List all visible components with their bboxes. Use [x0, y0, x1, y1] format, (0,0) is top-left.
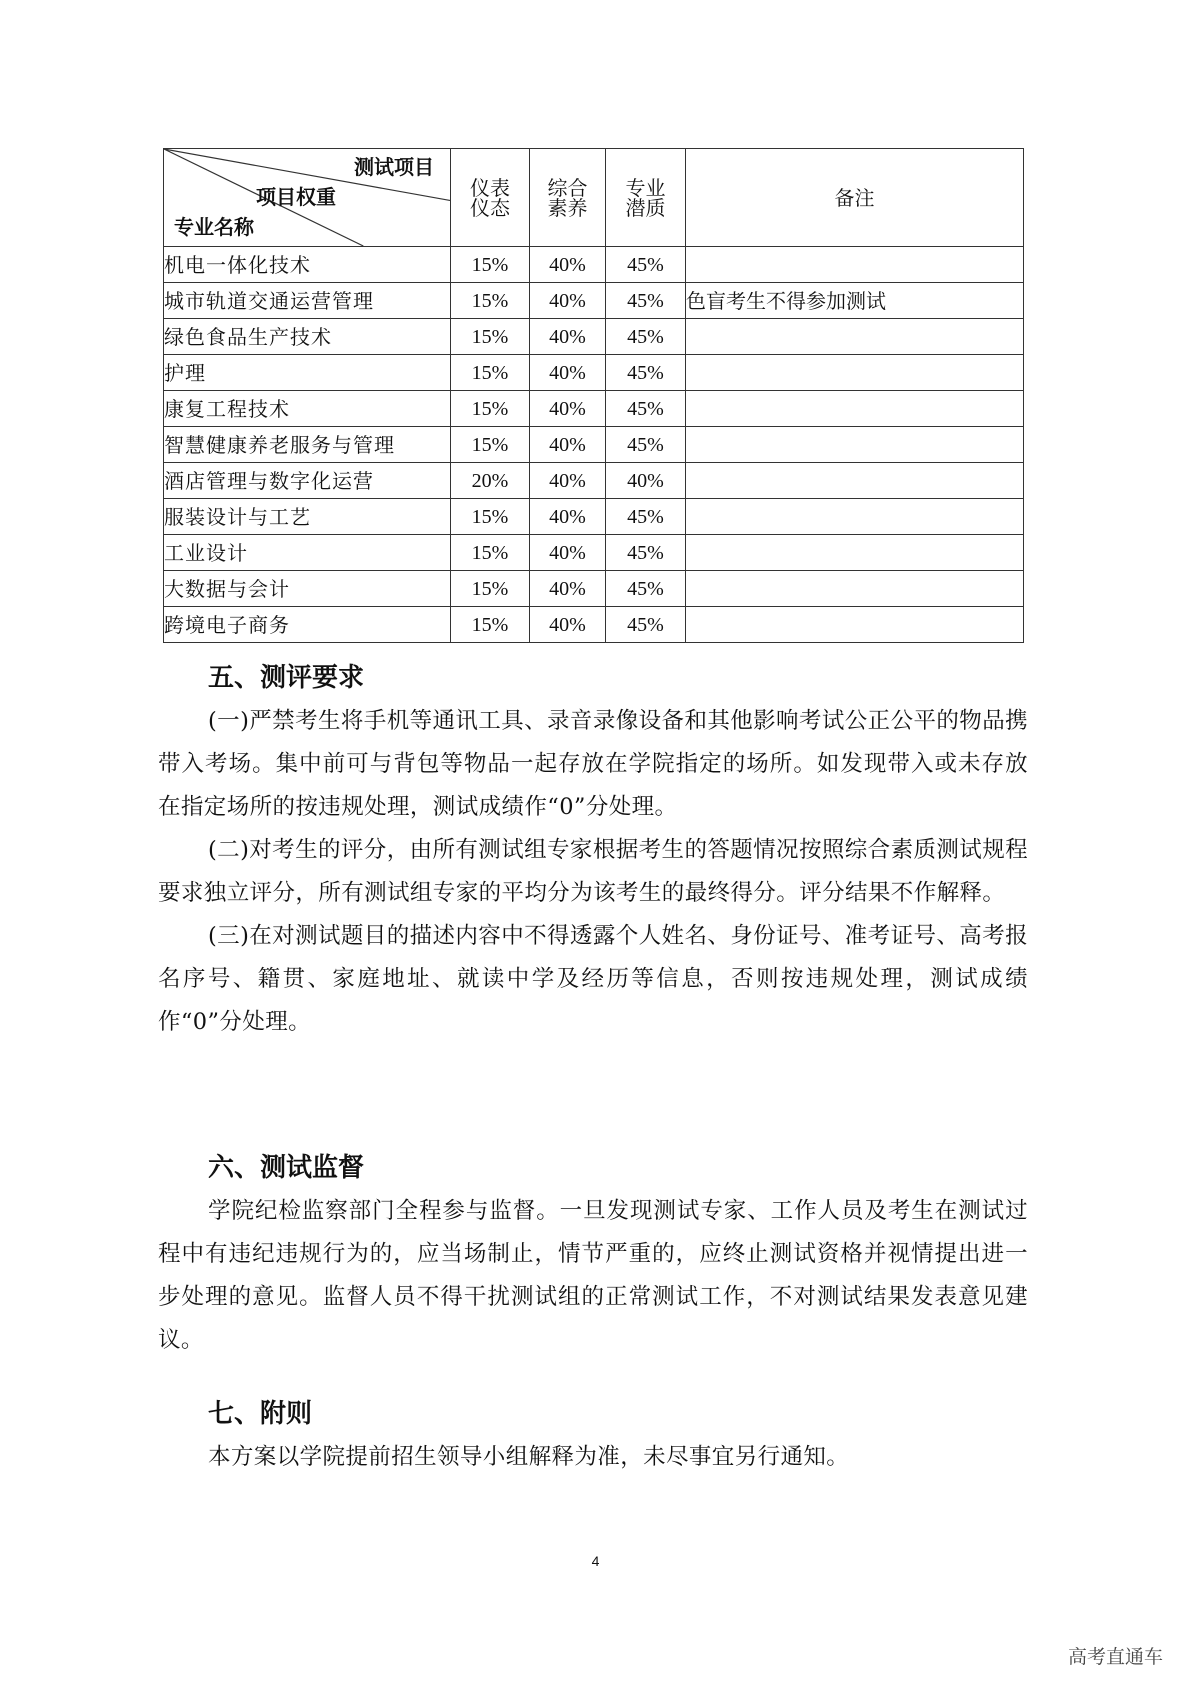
section-appendix — [158, 1392, 1028, 1479]
note-cell — [686, 355, 1024, 391]
note-cell: 色盲考生不得参加测试 — [686, 283, 1024, 319]
table-row — [164, 391, 1024, 427]
table-row — [164, 535, 1024, 571]
section-evaluation — [158, 656, 1028, 1044]
appearance-weight-cell: 15% — [451, 319, 530, 355]
potential-weight-cell: 45% — [606, 607, 686, 643]
note-cell — [686, 571, 1024, 607]
table-row — [164, 247, 1024, 283]
note-cell — [686, 463, 1024, 499]
note-cell — [686, 391, 1024, 427]
literacy-weight-cell: 40% — [530, 463, 606, 499]
literacy-weight-cell: 40% — [530, 319, 606, 355]
literacy-weight-cell: 40% — [530, 391, 606, 427]
major-name-cell: 智慧健康养老服务与管理 — [164, 427, 451, 463]
paragraph: (二)对考生的评分，由所有测试组专家根据考生的答题情况按照综合素质测试规程要求独立评分，所有测试组专家的平均分为该考生的最终得分。评分结果不作解释。 — [158, 837, 1028, 906]
paragraph: 学院纪检监察部门全程参与监督。一旦发现测试专家、工作人员及考生在测试过程中有违纪违规行为的，应当场制止，情节严重的，应终止测试资格并视情提出进一步处理的意见。监督人员不得干扰测试组的正常测试工作，不对测试结果发表意见建议。 — [158, 1198, 1028, 1353]
diagonal-header-cell — [164, 149, 451, 247]
table-row — [164, 319, 1024, 355]
literacy-weight-cell: 40% — [530, 247, 606, 283]
appearance-weight-cell: 15% — [451, 499, 530, 535]
appearance-weight-cell: 15% — [451, 283, 530, 319]
note-cell — [686, 607, 1024, 643]
page-number: 4 — [591, 1553, 600, 1569]
appearance-weight-cell: 15% — [451, 391, 530, 427]
potential-weight-cell: 45% — [606, 571, 686, 607]
note-cell — [686, 247, 1024, 283]
literacy-weight-cell: 40% — [530, 607, 606, 643]
potential-weight-cell: 45% — [606, 355, 686, 391]
note-cell — [686, 427, 1024, 463]
watermark: 高考直通车 — [1067, 1646, 1163, 1668]
literacy-weight-cell: 40% — [530, 355, 606, 391]
appearance-weight-cell: 15% — [451, 571, 530, 607]
major-name-cell: 服装设计与工艺 — [164, 499, 451, 535]
header-literacy: 综合 素养 — [530, 149, 606, 247]
major-name-cell: 绿色食品生产技术 — [164, 319, 451, 355]
major-name-cell: 康复工程技术 — [164, 391, 451, 427]
potential-weight-cell: 45% — [606, 427, 686, 463]
heading-appendix: 七、附则 — [208, 1399, 313, 1429]
appearance-weight-cell: 20% — [451, 463, 530, 499]
table-row — [164, 571, 1024, 607]
header-major-name: 专业名称 — [174, 215, 254, 239]
major-name-cell: 酒店管理与数字化运营 — [164, 463, 451, 499]
note-cell — [686, 319, 1024, 355]
potential-weight-cell: 45% — [606, 391, 686, 427]
major-name-cell: 工业设计 — [164, 535, 451, 571]
header-item-weight: 项目权重 — [256, 185, 336, 209]
potential-weight-cell: 45% — [606, 499, 686, 535]
potential-weight-cell: 45% — [606, 535, 686, 571]
table-row — [164, 283, 1024, 319]
table-header-row — [164, 149, 1024, 247]
paragraph: (三)在对测试题目的描述内容中不得透露个人姓名、身份证号、准考证号、高考报名序号、籍贯、家庭地址、就读中学及经历等信息，否则按违规处理，测试成绩作“0”分处理。 — [158, 923, 1028, 1035]
appearance-weight-cell: 15% — [451, 247, 530, 283]
table-row — [164, 499, 1024, 535]
literacy-weight-cell: 40% — [530, 427, 606, 463]
major-name-cell: 护理 — [164, 355, 451, 391]
appearance-weight-cell: 15% — [451, 355, 530, 391]
potential-weight-cell: 45% — [606, 247, 686, 283]
paragraph: 本方案以学院提前招生领导小组解释为准，未尽事宜另行通知。 — [208, 1444, 850, 1470]
section-supervision — [158, 1146, 1028, 1362]
table-row — [164, 463, 1024, 499]
heading-evaluation: 五、测评要求 — [208, 663, 365, 693]
potential-weight-cell: 40% — [606, 463, 686, 499]
note-cell — [686, 535, 1024, 571]
major-name-cell: 机电一体化技术 — [164, 247, 451, 283]
header-potential: 专业 潜质 — [606, 149, 686, 247]
literacy-weight-cell: 40% — [530, 571, 606, 607]
paragraph: (一)严禁考生将手机等通讯工具、录音录像设备和其他影响考试公正公平的物品携带入考场。集中前可与背包等物品一起存放在学院指定的场所。如发现带入或未存放在指定场所的按违规处理，测试成绩作“0”分处理。 — [158, 708, 1028, 820]
major-name-cell: 跨境电子商务 — [164, 607, 451, 643]
major-name-cell: 大数据与会计 — [164, 571, 451, 607]
header-test-items: 测试项目 — [354, 155, 434, 179]
appearance-weight-cell: 15% — [451, 607, 530, 643]
literacy-weight-cell: 40% — [530, 283, 606, 319]
table-row — [164, 427, 1024, 463]
potential-weight-cell: 45% — [606, 283, 686, 319]
weights-table — [163, 148, 1024, 643]
heading-supervision: 六、测试监督 — [208, 1153, 365, 1183]
literacy-weight-cell: 40% — [530, 499, 606, 535]
header-notes: 备注 — [686, 149, 1024, 247]
table-row — [164, 355, 1024, 391]
table-row — [164, 607, 1024, 643]
header-appearance: 仪表 仪态 — [451, 149, 530, 247]
appearance-weight-cell: 15% — [451, 535, 530, 571]
note-cell — [686, 499, 1024, 535]
literacy-weight-cell: 40% — [530, 535, 606, 571]
appearance-weight-cell: 15% — [451, 427, 530, 463]
potential-weight-cell: 45% — [606, 319, 686, 355]
major-name-cell: 城市轨道交通运营管理 — [164, 283, 451, 319]
